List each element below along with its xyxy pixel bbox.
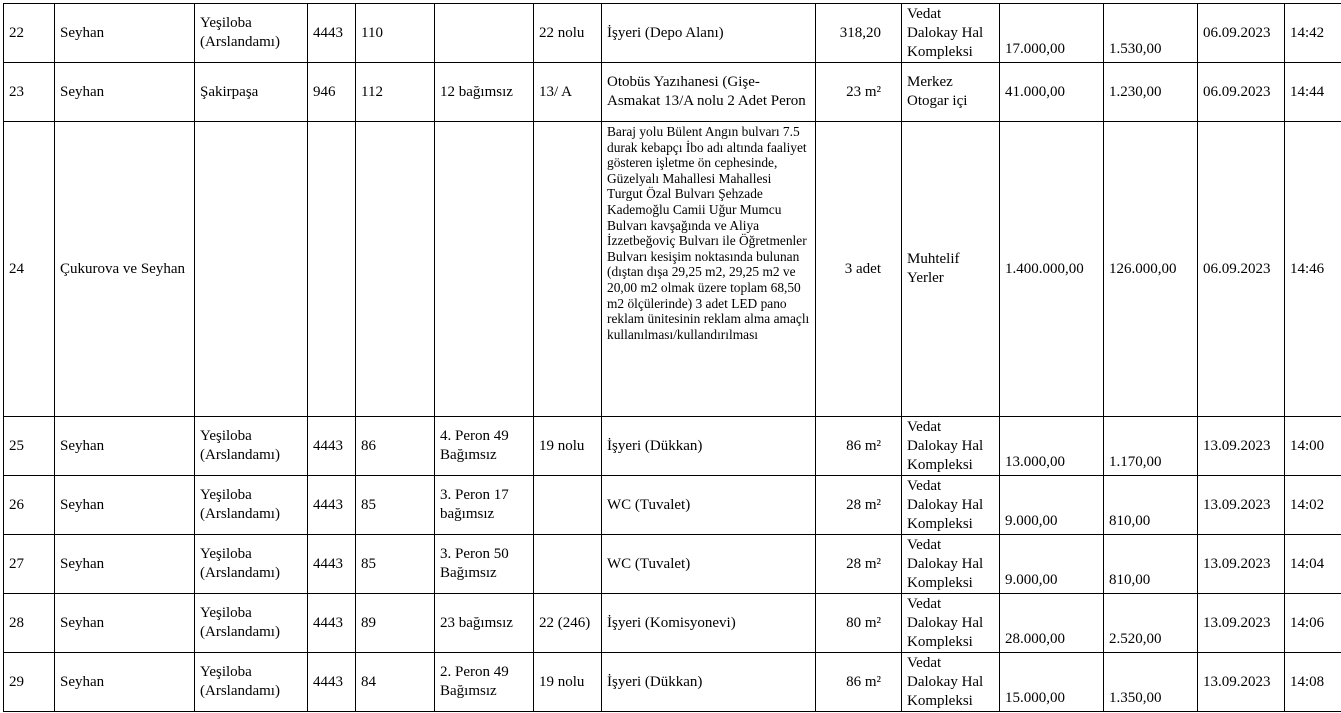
neighborhood: Yeşiloba (Arslandamı): [195, 535, 308, 594]
section: 2. Peron 49 Bağımsız: [435, 653, 534, 712]
area: 28 m²: [816, 535, 902, 594]
area: 80 m²: [816, 594, 902, 653]
date: 13.09.2023: [1198, 535, 1285, 594]
time: 14:46: [1285, 122, 1341, 417]
row-no: 28: [4, 594, 55, 653]
tender-table: [3, 3, 1341, 712]
quality: Otobüs Yazıhanesi (Gişe-Asmakat 13/A nolu 2 Adet Peron: [602, 63, 816, 122]
guarantee: 1.530,00: [1104, 4, 1198, 63]
estimated-value: 28.000,00: [1000, 594, 1104, 653]
row-no: 24: [4, 122, 55, 417]
row-no: 25: [4, 417, 55, 476]
date: 06.09.2023: [1198, 63, 1285, 122]
table-row: [4, 594, 1341, 653]
quality: İşyeri (Komisyonevi): [602, 594, 816, 653]
guarantee: 1.230,00: [1104, 63, 1198, 122]
row-no: 27: [4, 535, 55, 594]
door: [534, 122, 602, 417]
estimated-value: 13.000,00: [1000, 417, 1104, 476]
estimated-value: 9.000,00: [1000, 535, 1104, 594]
location: Vedat Dalokay Hal Kompleksi: [902, 4, 1000, 63]
estimated-value: 17.000,00: [1000, 4, 1104, 63]
door: 19 nolu: [534, 653, 602, 712]
date: 06.09.2023: [1198, 4, 1285, 63]
neighborhood: [195, 122, 308, 417]
area: 86 m²: [816, 417, 902, 476]
block: 4443: [308, 535, 356, 594]
table-row: [4, 535, 1341, 594]
block: 4443: [308, 417, 356, 476]
time: 14:02: [1285, 476, 1341, 535]
parcel: [356, 122, 435, 417]
district: Seyhan: [55, 535, 195, 594]
section: 3. Peron 50 Bağımsız: [435, 535, 534, 594]
section: 4. Peron 49 Bağımsız: [435, 417, 534, 476]
row-no: 29: [4, 653, 55, 712]
estimated-value: 15.000,00: [1000, 653, 1104, 712]
time: 14:42: [1285, 4, 1341, 63]
time: 14:00: [1285, 417, 1341, 476]
area: 86 m²: [816, 653, 902, 712]
table-row: [4, 476, 1341, 535]
section: 23 bağımsız: [435, 594, 534, 653]
parcel: 112: [356, 63, 435, 122]
section: 12 bağımsız: [435, 63, 534, 122]
parcel: 110: [356, 4, 435, 63]
time: 14:04: [1285, 535, 1341, 594]
location: Vedat Dalokay Hal Kompleksi: [902, 594, 1000, 653]
table-body: [4, 4, 1341, 712]
quality: WC (Tuvalet): [602, 476, 816, 535]
time: 14:44: [1285, 63, 1341, 122]
guarantee: 810,00: [1104, 535, 1198, 594]
location: Merkez Otogar içi: [902, 63, 1000, 122]
block: [308, 122, 356, 417]
estimated-value: 9.000,00: [1000, 476, 1104, 535]
block: 4443: [308, 476, 356, 535]
guarantee: 810,00: [1104, 476, 1198, 535]
quality: İşyeri (Dükkan): [602, 653, 816, 712]
neighborhood: Yeşiloba (Arslandamı): [195, 4, 308, 63]
door: 22 (246): [534, 594, 602, 653]
district: Seyhan: [55, 63, 195, 122]
location: Vedat Dalokay Hal Kompleksi: [902, 417, 1000, 476]
block: 946: [308, 63, 356, 122]
estimated-value: 1.400.000,00: [1000, 122, 1104, 417]
area: 3 adet: [816, 122, 902, 417]
block: 4443: [308, 594, 356, 653]
guarantee: 126.000,00: [1104, 122, 1198, 417]
section: [435, 122, 534, 417]
area: 28 m²: [816, 476, 902, 535]
row-no: 23: [4, 63, 55, 122]
block: 4443: [308, 4, 356, 63]
door: [534, 476, 602, 535]
location: Vedat Dalokay Hal Kompleksi: [902, 653, 1000, 712]
guarantee: 1.170,00: [1104, 417, 1198, 476]
block: 4443: [308, 653, 356, 712]
quality: WC (Tuvalet): [602, 535, 816, 594]
parcel: 85: [356, 535, 435, 594]
door: 13/ A: [534, 63, 602, 122]
quality: İşyeri (Depo Alanı): [602, 4, 816, 63]
district: Seyhan: [55, 476, 195, 535]
time: 14:06: [1285, 594, 1341, 653]
table-row: [4, 122, 1341, 417]
district: Çukurova ve Seyhan: [55, 122, 195, 417]
door: 19 nolu: [534, 417, 602, 476]
table-row: [4, 4, 1341, 63]
area: 318,20: [816, 4, 902, 63]
neighborhood: Yeşiloba (Arslandamı): [195, 476, 308, 535]
date: 13.09.2023: [1198, 417, 1285, 476]
parcel: 89: [356, 594, 435, 653]
neighborhood: Şakirpaşa: [195, 63, 308, 122]
date: 13.09.2023: [1198, 476, 1285, 535]
location: Vedat Dalokay Hal Kompleksi: [902, 476, 1000, 535]
area: 23 m²: [816, 63, 902, 122]
table-row: [4, 653, 1341, 712]
section: 3. Peron 17 bağımsız: [435, 476, 534, 535]
guarantee: 2.520,00: [1104, 594, 1198, 653]
location: Muhtelif Yerler: [902, 122, 1000, 417]
district: Seyhan: [55, 653, 195, 712]
door: 22 nolu: [534, 4, 602, 63]
district: Seyhan: [55, 417, 195, 476]
row-no: 22: [4, 4, 55, 63]
guarantee: 1.350,00: [1104, 653, 1198, 712]
district: Seyhan: [55, 4, 195, 63]
date: 13.09.2023: [1198, 594, 1285, 653]
table-row: [4, 63, 1341, 122]
estimated-value: 41.000,00: [1000, 63, 1104, 122]
neighborhood: Yeşiloba (Arslandamı): [195, 417, 308, 476]
parcel: 86: [356, 417, 435, 476]
parcel: 84: [356, 653, 435, 712]
date: 13.09.2023: [1198, 653, 1285, 712]
quality: İşyeri (Dükkan): [602, 417, 816, 476]
location: Vedat Dalokay Hal Kompleksi: [902, 535, 1000, 594]
neighborhood: Yeşiloba (Arslandamı): [195, 594, 308, 653]
neighborhood: Yeşiloba (Arslandamı): [195, 653, 308, 712]
row-no: 26: [4, 476, 55, 535]
quality: Baraj yolu Bülent Angın bulvarı 7.5 durak kebapçı İbo adı altında faaliyet gösteren işletme ön cephesinde, Güzelyalı Mahallesi Mahallesi Turgut Özal Bulvarı Şehzade Kademoğlu Camii Uğur Mumcu Bulvarı kavşağında ve Aliya İzzetbeğoviç Bulvarı ile Öğretmenler Bulvarı kesişim noktasında bulunan (dıştan dışa 29,25 m2, 29,25 m2 ve 20,00 m2 olmak üzere toplam 68,50 m2 ölçülerinde) 3 adet LED pano reklam ünitesinin reklam alma amaçlı kullanılması/kullandırılması: [602, 122, 816, 417]
table-row: [4, 417, 1341, 476]
door: [534, 535, 602, 594]
date: 06.09.2023: [1198, 122, 1285, 417]
time: 14:08: [1285, 653, 1341, 712]
section: [435, 4, 534, 63]
district: Seyhan: [55, 594, 195, 653]
parcel: 85: [356, 476, 435, 535]
